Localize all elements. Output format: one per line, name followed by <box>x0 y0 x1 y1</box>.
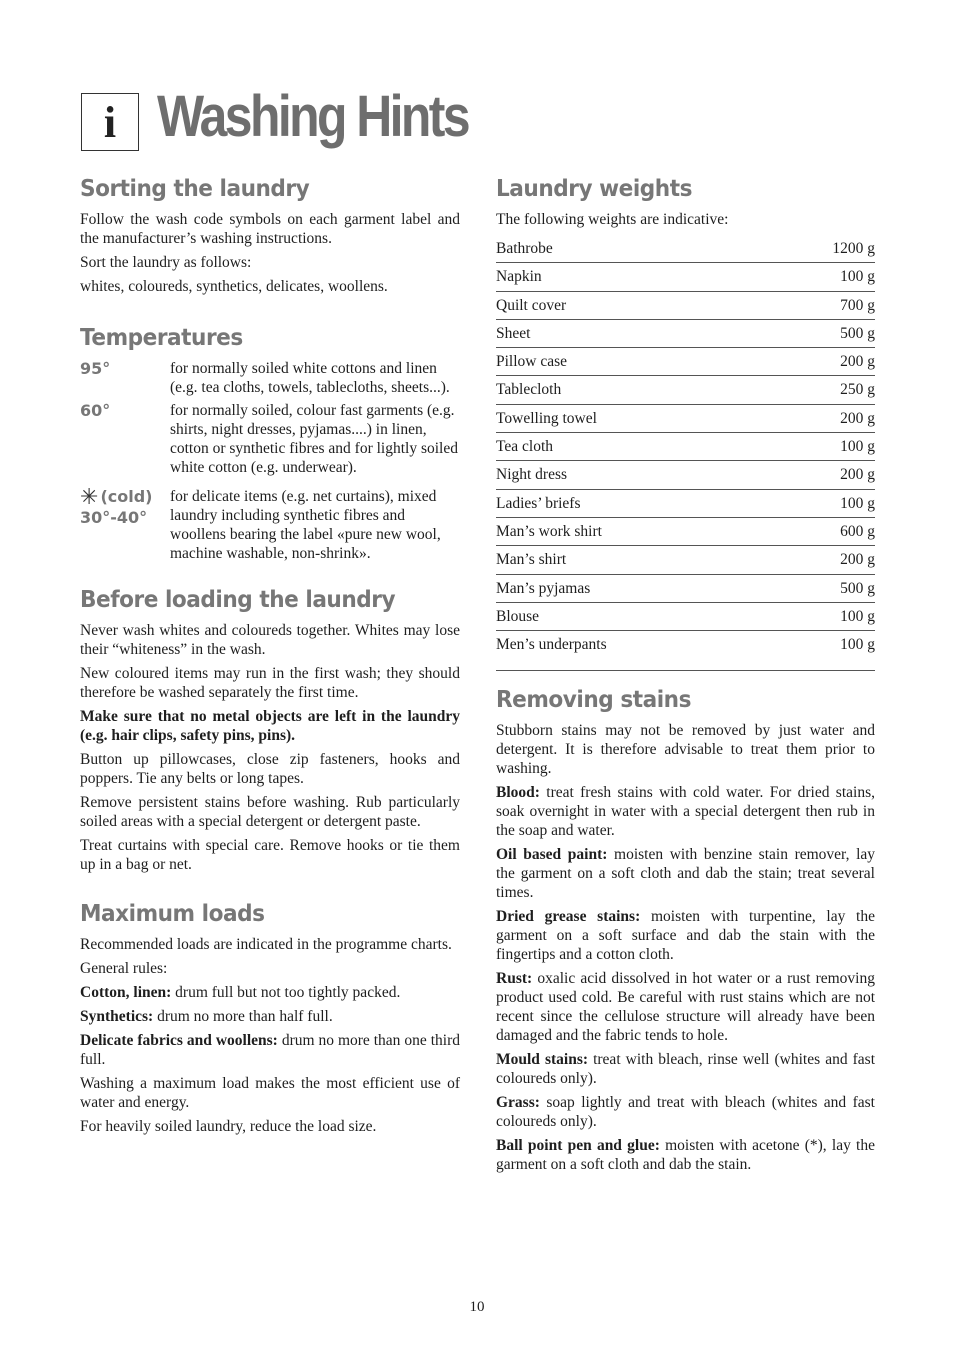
maximum-loads-heading: Maximum loads <box>80 901 265 927</box>
right-column <box>496 174 875 1179</box>
table-row <box>496 263 875 291</box>
item-name: Man’s pyjamas <box>496 574 770 602</box>
item-name: Tea cloth <box>496 433 770 461</box>
weights-intro: The following weights are indicative: <box>496 211 729 228</box>
sorting-heading: Sorting the laundry <box>80 176 310 202</box>
load-rule: Synthetics: drum no more than half full. <box>80 1008 333 1025</box>
item-name: Towelling towel <box>496 404 770 432</box>
item-weight: 100 g <box>840 636 875 654</box>
temperature-label <box>80 487 170 563</box>
stain-item: Dried grease stains: moisten with turpentine, lay the garment on a soft surface and dab the stain with the fingertips and a cotton cloth. <box>496 908 875 964</box>
item-name: Tablecloth <box>496 376 770 404</box>
before-loading-paragraph-2: New coloured items may run in the first wash; they should therefore be washed separately the first time. <box>80 665 460 701</box>
item-weight: 100 g <box>770 433 875 461</box>
item-weight: 200 g <box>770 461 875 489</box>
laundry-weights-heading: Laundry weights <box>496 176 692 202</box>
stains-intro: Stubborn stains may not be removed by just water and detergent. It is therefore advisable to treat them prior to washing. <box>496 722 875 778</box>
item-name: Blouse <box>496 602 770 630</box>
table-row <box>496 348 875 376</box>
stain-item: Grass: soap lightly and treat with bleach (whites and fast coloureds only). <box>496 1094 875 1131</box>
info-icon-letter: i <box>103 97 117 147</box>
sorting-paragraph-1: Follow the wash code symbols on each garment label and the manufacturer’s washing instructions. <box>80 211 460 247</box>
info-icon <box>81 93 139 151</box>
stain-item: Rust: oxalic acid dissolved in hot water or a rust removing product used cold. Be careful with rust stains which are not recent since the cellulose structure will already have been damaged and the fabric tends to hole. <box>496 970 875 1045</box>
stain-item: Mould stains: treat with bleach, rinse well (whites and fast coloureds only). <box>496 1051 875 1088</box>
table-row <box>496 631 875 659</box>
item-name: Night dress <box>496 461 770 489</box>
cold-label: (cold) <box>100 487 153 506</box>
item-weight: 100 g <box>770 602 875 630</box>
temperature-label: 95° <box>80 359 111 378</box>
table-row <box>496 404 875 432</box>
item-weight: 100 g <box>770 263 875 291</box>
sorting-paragraph-2: Sort the laundry as follows: <box>80 254 252 271</box>
left-column <box>80 174 460 1141</box>
item-name: Ladies’ briefs <box>496 489 770 517</box>
before-loading-section <box>80 585 460 874</box>
temperature-row-95 <box>80 359 460 397</box>
table-row <box>496 376 875 404</box>
table-row <box>496 517 875 545</box>
temperature-label: 60° <box>80 401 111 420</box>
table-row <box>496 461 875 489</box>
temperature-description: for normally soiled, colour fast garments (e.g. shirts, night dresses, pyjamas....) in linen, cotton or synthetic fibres and for lightly soiled white cotton (e.g. underwear). <box>170 402 458 476</box>
max-loads-paragraph-3: Washing a maximum load makes the most efficient use of water and energy. <box>80 1075 460 1111</box>
item-weight: 250 g <box>770 376 875 404</box>
snowflake-icon: ✳ <box>80 485 99 510</box>
item-weight: 500 g <box>770 574 875 602</box>
max-loads-paragraph-4: For heavily soiled laundry, reduce the load size. <box>80 1118 377 1135</box>
item-weight: 700 g <box>770 291 875 319</box>
table-bottom-rule <box>496 658 875 671</box>
sorting-paragraph-3: whites, coloureds, synthetics, delicates, woollens. <box>80 278 388 295</box>
table-row <box>496 235 875 263</box>
item-weight: 200 g <box>770 546 875 574</box>
temperature-row-cold <box>80 487 460 563</box>
load-rule: Delicate fabrics and woollens: drum no more than one third full. <box>80 1032 461 1068</box>
max-loads-paragraph-2: General rules: <box>80 960 168 977</box>
stain-item: Blood: treat fresh stains with cold water. For dried stains, soak overnight in water with a special detergent then rub in the soap and water. <box>496 784 875 840</box>
load-rule: Cotton, linen: drum full but not too tightly packed. <box>80 984 401 1001</box>
item-weight: 500 g <box>770 319 875 347</box>
table-row <box>496 319 875 347</box>
item-name: Bathrobe <box>496 235 770 263</box>
page-number: 10 <box>469 1299 485 1315</box>
item-name: Napkin <box>496 263 770 291</box>
temperature-description: for delicate items (e.g. net curtains), mixed laundry including synthetic fibres and woollens bearing the label «pure new wool, machine washable, non-shrink». <box>170 488 441 562</box>
table-row <box>496 546 875 574</box>
stain-item: Ball point pen and glue: moisten with acetone (*), lay the garment on a soft cloth and dab the stain. <box>496 1137 875 1174</box>
item-weight: 200 g <box>770 348 875 376</box>
laundry-weights-section <box>496 174 875 671</box>
temperatures-section <box>80 323 460 563</box>
item-weight: 1200 g <box>770 235 875 263</box>
stain-item: Oil based paint: moisten with benzine stain remover, lay the garment on a soft cloth and dab the stain; treat several times. <box>496 846 876 902</box>
temperature-row-60 <box>80 401 460 477</box>
before-loading-paragraph-4: Button up pillowcases, close zip fasteners, hooks and poppers. Tie any belts or long tapes. <box>80 751 460 787</box>
metal-objects-warning: Make sure that no metal objects are left in the laundry (e.g. hair clips, safety pins, pins). <box>80 708 460 744</box>
item-name: Sheet <box>496 319 770 347</box>
maximum-loads-section <box>80 899 460 1136</box>
table-row <box>496 433 875 461</box>
item-name: Quilt cover <box>496 291 770 319</box>
before-loading-paragraph-5: Remove persistent stains before washing. Rub particularly soiled areas with a special detergent or detergent paste. <box>80 794 460 830</box>
table-row <box>496 489 875 517</box>
item-name: Pillow case <box>496 348 770 376</box>
weights-table <box>496 235 875 658</box>
table-row <box>496 291 875 319</box>
removing-stains-section <box>496 685 875 1174</box>
sorting-section <box>80 174 460 296</box>
temperatures-heading: Temperatures <box>80 325 243 351</box>
cold-range-label: 30°-40° <box>80 508 148 527</box>
temperature-description: for normally soiled white cottons and linen (e.g. tea cloths, towels, tablecloths, sheets...). <box>170 360 450 396</box>
before-loading-paragraph-1: Never wash whites and coloureds together. Whites may lose their “whiteness” in the wash. <box>80 622 460 658</box>
item-weight: 100 g <box>770 489 875 517</box>
max-loads-paragraph-1: Recommended loads are indicated in the programme charts. <box>80 936 452 953</box>
item-name: Man’s shirt <box>496 546 770 574</box>
removing-stains-heading: Removing stains <box>496 687 692 714</box>
page-title: Washing Hints <box>157 84 468 149</box>
table-row <box>496 602 875 630</box>
table-row <box>496 574 875 602</box>
before-loading-paragraph-6: Treat curtains with special care. Remove hooks or tie them up in a bag or net. <box>80 837 460 873</box>
before-loading-heading: Before loading the laundry <box>80 587 396 613</box>
item-weight: 600 g <box>770 517 875 545</box>
item-name: Men’s underpants <box>496 636 607 654</box>
item-weight: 200 g <box>770 404 875 432</box>
item-name: Man’s work shirt <box>496 517 770 545</box>
